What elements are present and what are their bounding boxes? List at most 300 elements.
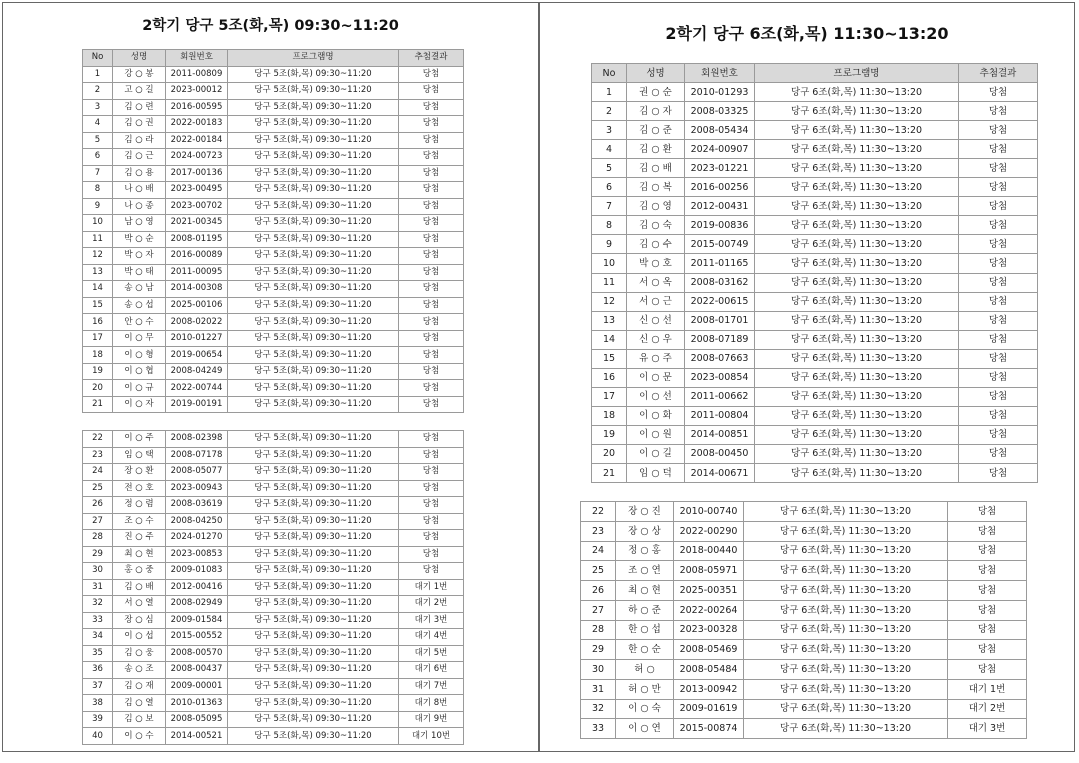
cell-program: 당구 6조(화,목) 11:30~13:20 bbox=[755, 254, 959, 273]
cell-no: 14 bbox=[592, 330, 627, 349]
cell-member-id: 2011-01165 bbox=[685, 254, 755, 273]
table-row bbox=[581, 660, 1027, 680]
cell-program: 당구 5조(화,목) 09:30~11:20 bbox=[228, 563, 399, 580]
cell-program: 당구 6조(화,목) 11:30~13:20 bbox=[744, 660, 948, 680]
cell-program: 당구 6조(화,목) 11:30~13:20 bbox=[755, 140, 959, 159]
cell-program: 당구 6조(화,목) 11:30~13:20 bbox=[755, 349, 959, 368]
cell-program: 당구 5조(화,목) 09:30~11:20 bbox=[228, 330, 399, 347]
cell-result: 당첨 bbox=[959, 330, 1038, 349]
cell-name: 이 ○ 협 bbox=[113, 363, 166, 380]
cell-no: 39 bbox=[83, 711, 113, 728]
cell-member-id: 2010-01363 bbox=[166, 695, 228, 712]
cell-name: 권 ○ 순 bbox=[627, 83, 685, 102]
cell-program: 당구 6조(화,목) 11:30~13:20 bbox=[755, 330, 959, 349]
cell-result: 당첨 bbox=[948, 521, 1027, 541]
cell-no: 32 bbox=[581, 699, 616, 719]
cell-no: 28 bbox=[83, 530, 113, 547]
cell-name: 서 ○ 열 bbox=[113, 596, 166, 613]
table-row bbox=[581, 541, 1027, 561]
table-row bbox=[83, 99, 464, 116]
cell-no: 27 bbox=[581, 600, 616, 620]
cell-result: 당첨 bbox=[399, 231, 464, 248]
cell-no: 13 bbox=[83, 264, 113, 281]
cell-name: 이 ○ 섭 bbox=[113, 629, 166, 646]
cell-member-id: 2011-00095 bbox=[166, 264, 228, 281]
header-result: 추첨결과 bbox=[959, 64, 1038, 83]
cell-program: 당구 5조(화,목) 09:30~11:20 bbox=[228, 380, 399, 397]
cell-program: 당구 5조(화,목) 09:30~11:20 bbox=[228, 662, 399, 679]
cell-result: 당첨 bbox=[959, 102, 1038, 121]
cell-result: 당첨 bbox=[399, 248, 464, 265]
cell-name: 박 ○ 자 bbox=[113, 248, 166, 265]
cell-member-id: 2009-01619 bbox=[674, 699, 744, 719]
table-row bbox=[83, 546, 464, 563]
page-right bbox=[539, 2, 1075, 752]
table-row bbox=[592, 406, 1038, 425]
table-row bbox=[592, 197, 1038, 216]
cell-name: 이 ○ 길 bbox=[627, 444, 685, 463]
roster-table bbox=[82, 430, 464, 745]
table-row bbox=[581, 561, 1027, 581]
cell-member-id: 2013-00942 bbox=[674, 679, 744, 699]
cell-program: 당구 5조(화,목) 09:30~11:20 bbox=[228, 546, 399, 563]
table-row bbox=[83, 363, 464, 380]
cell-name: 남 ○ 영 bbox=[113, 215, 166, 232]
cell-no: 31 bbox=[581, 679, 616, 699]
cell-no: 30 bbox=[581, 660, 616, 680]
table-header-row bbox=[83, 50, 464, 67]
cell-member-id: 2022-00290 bbox=[674, 521, 744, 541]
cell-program: 당구 5조(화,목) 09:30~11:20 bbox=[228, 579, 399, 596]
cell-member-id: 2016-00089 bbox=[166, 248, 228, 265]
cell-name: 나 ○ 종 bbox=[113, 198, 166, 215]
cell-program: 당구 5조(화,목) 09:30~11:20 bbox=[228, 728, 399, 745]
cell-program: 당구 5조(화,목) 09:30~11:20 bbox=[228, 297, 399, 314]
cell-program: 당구 5조(화,목) 09:30~11:20 bbox=[228, 347, 399, 364]
cell-no: 12 bbox=[592, 292, 627, 311]
table-row bbox=[83, 431, 464, 448]
cell-no: 2 bbox=[83, 83, 113, 100]
cell-result: 당첨 bbox=[399, 431, 464, 448]
cell-result: 당첨 bbox=[399, 447, 464, 464]
cell-member-id: 2023-00495 bbox=[166, 182, 228, 199]
cell-program: 당구 5조(화,목) 09:30~11:20 bbox=[228, 480, 399, 497]
cell-program: 당구 5조(화,목) 09:30~11:20 bbox=[228, 182, 399, 199]
table-row bbox=[83, 215, 464, 232]
cell-member-id: 2016-00256 bbox=[685, 178, 755, 197]
table-row bbox=[592, 273, 1038, 292]
cell-no: 19 bbox=[83, 363, 113, 380]
table-row bbox=[83, 645, 464, 662]
cell-member-id: 2012-00431 bbox=[685, 197, 755, 216]
table-row bbox=[83, 264, 464, 281]
cell-member-id: 2010-01227 bbox=[166, 330, 228, 347]
table-row bbox=[581, 679, 1027, 699]
cell-no: 36 bbox=[83, 662, 113, 679]
cell-program: 당구 5조(화,목) 09:30~11:20 bbox=[228, 629, 399, 646]
table-row bbox=[592, 463, 1038, 482]
cell-result: 당첨 bbox=[399, 99, 464, 116]
cell-member-id: 2021-00345 bbox=[166, 215, 228, 232]
table-row bbox=[83, 563, 464, 580]
cell-name: 이 ○ 원 bbox=[627, 425, 685, 444]
cell-no: 16 bbox=[592, 368, 627, 387]
cell-name: 박 ○ 태 bbox=[113, 264, 166, 281]
cell-member-id: 2019-00191 bbox=[166, 396, 228, 413]
cell-program: 당구 5조(화,목) 09:30~11:20 bbox=[228, 248, 399, 265]
cell-name: 신 ○ 우 bbox=[627, 330, 685, 349]
cell-result: 대기 7번 bbox=[399, 678, 464, 695]
cell-member-id: 2023-00328 bbox=[674, 620, 744, 640]
cell-member-id: 2009-01584 bbox=[166, 612, 228, 629]
table-row bbox=[83, 678, 464, 695]
cell-no: 25 bbox=[83, 480, 113, 497]
cell-name: 송 ○ 조 bbox=[113, 662, 166, 679]
table-row bbox=[581, 600, 1027, 620]
cell-program: 당구 5조(화,목) 09:30~11:20 bbox=[228, 711, 399, 728]
cell-name: 진 ○ 주 bbox=[113, 530, 166, 547]
cell-no: 28 bbox=[581, 620, 616, 640]
cell-result: 당첨 bbox=[399, 563, 464, 580]
cell-result: 당첨 bbox=[399, 380, 464, 397]
page-title: 2학기 당구 6조(화,목) 11:30~13:20 bbox=[665, 24, 949, 43]
cell-program: 당구 6조(화,목) 11:30~13:20 bbox=[744, 640, 948, 660]
table-header-row bbox=[592, 64, 1038, 83]
cell-no: 11 bbox=[592, 273, 627, 292]
cell-no: 17 bbox=[592, 387, 627, 406]
cell-program: 당구 5조(화,목) 09:30~11:20 bbox=[228, 66, 399, 83]
cell-result: 당첨 bbox=[399, 281, 464, 298]
cell-member-id: 2008-07189 bbox=[685, 330, 755, 349]
cell-member-id: 2008-05971 bbox=[674, 561, 744, 581]
cell-program: 당구 6조(화,목) 11:30~13:20 bbox=[755, 425, 959, 444]
cell-name: 홍 ○ 중 bbox=[113, 563, 166, 580]
cell-program: 당구 6조(화,목) 11:30~13:20 bbox=[755, 121, 959, 140]
cell-no: 22 bbox=[83, 431, 113, 448]
cell-member-id: 2011-00809 bbox=[166, 66, 228, 83]
cell-program: 당구 5조(화,목) 09:30~11:20 bbox=[228, 149, 399, 166]
cell-name: 김 ○ 재 bbox=[113, 678, 166, 695]
cell-name: 김 ○ 복 bbox=[627, 178, 685, 197]
table-row bbox=[83, 165, 464, 182]
table-row bbox=[83, 596, 464, 613]
cell-no: 14 bbox=[83, 281, 113, 298]
cell-result: 당첨 bbox=[399, 198, 464, 215]
cell-result: 대기 6번 bbox=[399, 662, 464, 679]
cell-no: 7 bbox=[83, 165, 113, 182]
cell-result: 당첨 bbox=[948, 620, 1027, 640]
cell-name: 강 ○ 봉 bbox=[113, 66, 166, 83]
cell-name: 김 ○ 열 bbox=[113, 695, 166, 712]
table-row bbox=[581, 640, 1027, 660]
cell-member-id: 2022-00615 bbox=[685, 292, 755, 311]
cell-no: 23 bbox=[83, 447, 113, 464]
cell-result: 당첨 bbox=[959, 121, 1038, 140]
cell-no: 33 bbox=[581, 719, 616, 739]
cell-no: 17 bbox=[83, 330, 113, 347]
cell-name: 임 ○ 덕 bbox=[627, 463, 685, 482]
table-row bbox=[83, 447, 464, 464]
table-row bbox=[83, 695, 464, 712]
table-row bbox=[581, 581, 1027, 601]
cell-name: 임 ○ 택 bbox=[113, 447, 166, 464]
cell-result: 당첨 bbox=[399, 132, 464, 149]
cell-no: 8 bbox=[83, 182, 113, 199]
table-row bbox=[592, 311, 1038, 330]
table-row bbox=[581, 719, 1027, 739]
cell-no: 26 bbox=[83, 497, 113, 514]
cell-name: 정 ○ 홍 bbox=[616, 541, 674, 561]
cell-name: 박 ○ 순 bbox=[113, 231, 166, 248]
cell-name: 김 ○ 라 bbox=[113, 132, 166, 149]
cell-result: 대기 3번 bbox=[948, 719, 1027, 739]
table-row bbox=[592, 349, 1038, 368]
cell-no: 29 bbox=[83, 546, 113, 563]
cell-result: 당첨 bbox=[399, 182, 464, 199]
cell-name: 조 ○ 연 bbox=[616, 561, 674, 581]
cell-name: 송 ○ 섭 bbox=[113, 297, 166, 314]
header-name: 성명 bbox=[113, 50, 166, 67]
cell-program: 당구 5조(화,목) 09:30~11:20 bbox=[228, 215, 399, 232]
cell-member-id: 2008-01195 bbox=[166, 231, 228, 248]
cell-result: 대기 1번 bbox=[948, 679, 1027, 699]
page-title: 2학기 당구 5조(화,목) 09:30~11:20 bbox=[142, 18, 399, 34]
cell-name: 이 ○ 주 bbox=[113, 431, 166, 448]
table-row bbox=[581, 521, 1027, 541]
cell-program: 당구 5조(화,목) 09:30~11:20 bbox=[228, 596, 399, 613]
cell-member-id: 2008-05484 bbox=[674, 660, 744, 680]
cell-result: 당첨 bbox=[399, 149, 464, 166]
cell-no: 18 bbox=[83, 347, 113, 364]
cell-name: 김 ○ 근 bbox=[113, 149, 166, 166]
cell-program: 당구 6조(화,목) 11:30~13:20 bbox=[755, 444, 959, 463]
table-row bbox=[83, 728, 464, 745]
cell-result: 당첨 bbox=[399, 297, 464, 314]
cell-program: 당구 5조(화,목) 09:30~11:20 bbox=[228, 281, 399, 298]
cell-no: 16 bbox=[83, 314, 113, 331]
cell-no: 13 bbox=[592, 311, 627, 330]
cell-result: 당첨 bbox=[948, 561, 1027, 581]
table-row bbox=[581, 699, 1027, 719]
cell-result: 당첨 bbox=[959, 140, 1038, 159]
cell-name: 한 ○ 순 bbox=[616, 640, 674, 660]
cell-member-id: 2023-00853 bbox=[166, 546, 228, 563]
cell-no: 15 bbox=[592, 349, 627, 368]
cell-no: 15 bbox=[83, 297, 113, 314]
cell-name: 서 ○ 근 bbox=[627, 292, 685, 311]
header-member-id: 회원번호 bbox=[166, 50, 228, 67]
cell-result: 당첨 bbox=[959, 178, 1038, 197]
table-row bbox=[83, 248, 464, 265]
cell-result: 당첨 bbox=[959, 235, 1038, 254]
cell-result: 당첨 bbox=[399, 83, 464, 100]
cell-result: 당첨 bbox=[399, 314, 464, 331]
cell-name: 이 ○ 숙 bbox=[616, 699, 674, 719]
header-no: No bbox=[83, 50, 113, 67]
cell-no: 30 bbox=[83, 563, 113, 580]
cell-name: 최 ○ 현 bbox=[616, 581, 674, 601]
cell-no: 4 bbox=[592, 140, 627, 159]
cell-name: 김 ○ 환 bbox=[627, 140, 685, 159]
cell-member-id: 2018-00440 bbox=[674, 541, 744, 561]
table-row bbox=[592, 178, 1038, 197]
cell-no: 1 bbox=[592, 83, 627, 102]
cell-name: 정 ○ 렴 bbox=[113, 497, 166, 514]
cell-result: 당첨 bbox=[399, 480, 464, 497]
cell-program: 당구 5조(화,목) 09:30~11:20 bbox=[228, 530, 399, 547]
cell-no: 8 bbox=[592, 216, 627, 235]
cell-name: 김 ○ 웅 bbox=[113, 645, 166, 662]
table-row bbox=[83, 83, 464, 100]
cell-member-id: 2023-00702 bbox=[166, 198, 228, 215]
cell-name: 장 ○ 심 bbox=[113, 612, 166, 629]
roster-table bbox=[82, 49, 464, 413]
cell-no: 6 bbox=[83, 149, 113, 166]
cell-program: 당구 6조(화,목) 11:30~13:20 bbox=[744, 581, 948, 601]
cell-member-id: 2008-05434 bbox=[685, 121, 755, 140]
cell-name: 고 ○ 길 bbox=[113, 83, 166, 100]
cell-program: 당구 6조(화,목) 11:30~13:20 bbox=[755, 273, 959, 292]
header-result: 추첨결과 bbox=[399, 50, 464, 67]
cell-result: 당첨 bbox=[948, 502, 1027, 522]
cell-program: 당구 6조(화,목) 11:30~13:20 bbox=[744, 679, 948, 699]
table-row bbox=[83, 182, 464, 199]
table-row bbox=[83, 281, 464, 298]
table-row bbox=[83, 480, 464, 497]
cell-name: 김 ○ 영 bbox=[627, 197, 685, 216]
cell-member-id: 2022-00264 bbox=[674, 600, 744, 620]
table-row bbox=[83, 662, 464, 679]
cell-member-id: 2022-00184 bbox=[166, 132, 228, 149]
cell-no: 24 bbox=[581, 541, 616, 561]
cell-program: 당구 6조(화,목) 11:30~13:20 bbox=[744, 719, 948, 739]
cell-result: 당첨 bbox=[959, 197, 1038, 216]
table-row bbox=[592, 83, 1038, 102]
cell-program: 당구 5조(화,목) 09:30~11:20 bbox=[228, 116, 399, 133]
cell-program: 당구 6조(화,목) 11:30~13:20 bbox=[744, 620, 948, 640]
cell-result: 당첨 bbox=[399, 464, 464, 481]
cell-name: 김 ○ 용 bbox=[113, 165, 166, 182]
cell-member-id: 2025-00351 bbox=[674, 581, 744, 601]
cell-program: 당구 5조(화,목) 09:30~11:20 bbox=[228, 231, 399, 248]
cell-no: 3 bbox=[592, 121, 627, 140]
cell-name: 김 ○ 배 bbox=[627, 159, 685, 178]
cell-result: 당첨 bbox=[959, 425, 1038, 444]
cell-name: 장 ○ 상 bbox=[616, 521, 674, 541]
cell-name: 신 ○ 선 bbox=[627, 311, 685, 330]
table-row bbox=[83, 513, 464, 530]
cell-member-id: 2016-00595 bbox=[166, 99, 228, 116]
table-row bbox=[83, 464, 464, 481]
table-row bbox=[83, 149, 464, 166]
cell-member-id: 2015-00874 bbox=[674, 719, 744, 739]
cell-no: 21 bbox=[83, 396, 113, 413]
cell-no: 26 bbox=[581, 581, 616, 601]
cell-no: 3 bbox=[83, 99, 113, 116]
table-row bbox=[83, 380, 464, 397]
cell-no: 38 bbox=[83, 695, 113, 712]
cell-result: 대기 10번 bbox=[399, 728, 464, 745]
table-row bbox=[592, 216, 1038, 235]
cell-member-id: 2008-02398 bbox=[166, 431, 228, 448]
cell-no: 32 bbox=[83, 596, 113, 613]
cell-member-id: 2008-07178 bbox=[166, 447, 228, 464]
table-row bbox=[592, 159, 1038, 178]
cell-program: 당구 6조(화,목) 11:30~13:20 bbox=[755, 178, 959, 197]
table-row bbox=[581, 502, 1027, 522]
cell-no: 4 bbox=[83, 116, 113, 133]
cell-member-id: 2023-00854 bbox=[685, 368, 755, 387]
cell-program: 당구 5조(화,목) 09:30~11:20 bbox=[228, 464, 399, 481]
cell-program: 당구 5조(화,목) 09:30~11:20 bbox=[228, 447, 399, 464]
cell-name: 김 ○ 권 bbox=[113, 116, 166, 133]
cell-member-id: 2015-00552 bbox=[166, 629, 228, 646]
cell-no: 5 bbox=[83, 132, 113, 149]
cell-program: 당구 6조(화,목) 11:30~13:20 bbox=[755, 102, 959, 121]
cell-name: 이 ○ 수 bbox=[113, 728, 166, 745]
roster-table bbox=[591, 63, 1038, 483]
cell-name: 김 ○ 준 bbox=[627, 121, 685, 140]
cell-member-id: 2008-00450 bbox=[685, 444, 755, 463]
cell-no: 40 bbox=[83, 728, 113, 745]
cell-result: 당첨 bbox=[959, 159, 1038, 178]
cell-name: 유 ○ 주 bbox=[627, 349, 685, 368]
cell-name: 허 ○ 만 bbox=[616, 679, 674, 699]
table-row bbox=[83, 314, 464, 331]
cell-program: 당구 5조(화,목) 09:30~11:20 bbox=[228, 165, 399, 182]
cell-member-id: 2015-00749 bbox=[685, 235, 755, 254]
cell-member-id: 2010-00740 bbox=[674, 502, 744, 522]
cell-no: 1 bbox=[83, 66, 113, 83]
table-row bbox=[83, 66, 464, 83]
cell-no: 20 bbox=[592, 444, 627, 463]
cell-member-id: 2023-01221 bbox=[685, 159, 755, 178]
cell-name: 조 ○ 수 bbox=[113, 513, 166, 530]
cell-no: 6 bbox=[592, 178, 627, 197]
table-row bbox=[592, 140, 1038, 159]
cell-member-id: 2008-04249 bbox=[166, 363, 228, 380]
cell-member-id: 2008-07663 bbox=[685, 349, 755, 368]
cell-result: 당첨 bbox=[399, 347, 464, 364]
cell-result: 당첨 bbox=[959, 254, 1038, 273]
table-row bbox=[581, 620, 1027, 640]
cell-member-id: 2012-00416 bbox=[166, 579, 228, 596]
cell-program: 당구 6조(화,목) 11:30~13:20 bbox=[744, 699, 948, 719]
table-row bbox=[83, 711, 464, 728]
table-row bbox=[83, 497, 464, 514]
cell-program: 당구 5조(화,목) 09:30~11:20 bbox=[228, 132, 399, 149]
cell-name: 김 ○ 련 bbox=[113, 99, 166, 116]
cell-program: 당구 6조(화,목) 11:30~13:20 bbox=[744, 600, 948, 620]
cell-name: 하 ○ 준 bbox=[616, 600, 674, 620]
cell-name: 서 ○ 옥 bbox=[627, 273, 685, 292]
cell-result: 대기 1번 bbox=[399, 579, 464, 596]
cell-name: 김 ○ 숙 bbox=[627, 216, 685, 235]
cell-member-id: 2008-05095 bbox=[166, 711, 228, 728]
cell-result: 대기 4번 bbox=[399, 629, 464, 646]
cell-member-id: 2008-05469 bbox=[674, 640, 744, 660]
cell-program: 당구 6조(화,목) 11:30~13:20 bbox=[755, 216, 959, 235]
cell-no: 29 bbox=[581, 640, 616, 660]
cell-name: 나 ○ 배 bbox=[113, 182, 166, 199]
cell-member-id: 2008-03162 bbox=[685, 273, 755, 292]
cell-name: 김 ○ 자 bbox=[627, 102, 685, 121]
cell-no: 24 bbox=[83, 464, 113, 481]
header-member-id: 회원번호 bbox=[685, 64, 755, 83]
cell-program: 당구 6조(화,목) 11:30~13:20 bbox=[744, 561, 948, 581]
cell-program: 당구 5조(화,목) 09:30~11:20 bbox=[228, 695, 399, 712]
cell-member-id: 2008-05077 bbox=[166, 464, 228, 481]
